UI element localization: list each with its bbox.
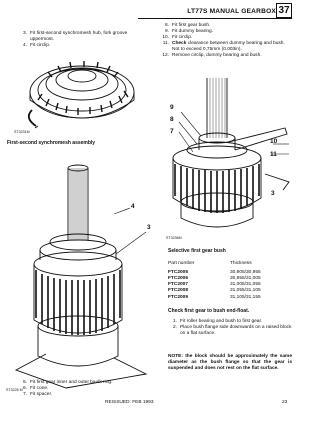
left-top-steps: [18, 31, 138, 49]
step-number: 7.: [22, 392, 27, 397]
step-number: 9.: [164, 29, 169, 34]
dummy-bearing-check-illustration: [165, 78, 295, 243]
first-gear-stack-illustration: [6, 150, 156, 390]
thickness-cell: 31,005/31,055: [230, 282, 261, 288]
bush-header-part: Part number: [168, 260, 195, 266]
figure-3-callout-8: 8: [170, 116, 174, 123]
step-number: 5.: [22, 380, 27, 385]
part-number-cell: FTC2005: [168, 269, 188, 275]
left-bottom-steps: [18, 380, 138, 398]
step-item: [18, 31, 138, 43]
figure-3-reference: ST3236M: [166, 236, 182, 240]
figure-2-callout-3: 3: [147, 224, 151, 231]
bush-table: [168, 260, 261, 300]
thickness-cell: 30,955/31,005: [230, 275, 261, 281]
step-number: 12.: [162, 53, 169, 58]
step-item: [18, 43, 138, 49]
step-text: Place bush flange side downwards on a raised block on a flat surface.: [180, 325, 292, 336]
step-text: Fit roller bearing and bush to first gear.: [180, 319, 263, 324]
step-item: [160, 53, 292, 59]
right-top-steps: [160, 23, 292, 59]
figure-2-callout-4: 4: [131, 203, 135, 210]
thickness-cell: 31,055/31,105: [230, 288, 261, 294]
step-text: Fit first gear inner and outer baulk ring.: [30, 380, 113, 385]
step-text: Fit circlip.: [172, 35, 193, 40]
figure-1-caption: First-second synchromesh assembly: [7, 140, 96, 146]
step-number: 2.: [172, 325, 177, 330]
table-row: [168, 294, 261, 300]
figure-3-callout-9: 9: [170, 104, 174, 111]
figure-1-reference: ST3231M: [14, 130, 30, 134]
part-number-cell: FTC2007: [168, 282, 188, 288]
step-item: [168, 325, 294, 337]
bush-section-title: Selective first gear bush: [168, 248, 226, 254]
step-number: 8.: [164, 23, 169, 28]
endfloat-title: Check first gear to bush end-float.: [168, 308, 250, 314]
step-text: Fit first gear bush.: [172, 23, 211, 28]
figure-3-callout-10: 10: [270, 138, 278, 145]
step-text: Fit cone.: [30, 386, 49, 391]
step-text: [172, 41, 292, 53]
part-number-cell: FTC2009: [168, 294, 188, 300]
figure-2-reference: ST3226 M: [6, 388, 23, 392]
step-item: [18, 392, 138, 398]
step-emphasis: Check: [172, 41, 187, 46]
synchromesh-assembly-illustration: [8, 50, 148, 135]
reissued-date: REISSUED: FEB 1993: [105, 400, 154, 405]
bush-header-thickness: Thickness: [230, 260, 252, 266]
step-number: 4.: [22, 43, 27, 48]
step-number: 10.: [162, 35, 169, 40]
thickness-cell: 31,105/31,155: [230, 294, 261, 300]
section-number-badge: 37: [276, 3, 292, 18]
figure-3-callout-3: 3: [271, 190, 275, 197]
figure-3-callout-11: 11: [270, 151, 277, 158]
step-number: 3.: [22, 31, 27, 36]
endfloat-steps: [168, 319, 294, 337]
step-text: Fit dummy bearing.: [172, 29, 214, 34]
header-rule: [138, 18, 292, 19]
figure-3-callout-7: 7: [170, 128, 174, 135]
note-text: NOTE: the block should be approximately the same diameter as the bush flange so that the gear is suspended and does not rest on the flat surface.: [168, 354, 292, 371]
step-text: Remove circlip, dummy bearing and bush.: [172, 53, 262, 58]
step-text: Fit circlip.: [30, 43, 51, 48]
part-number-cell: FTC2008: [168, 288, 188, 294]
step-text: Fit first-second synchromesh hub, fork groove uppermost.: [30, 31, 128, 42]
page-header-title: LT77S MANUAL GEARBOX: [187, 8, 276, 15]
step-item: [160, 41, 292, 53]
step-text-rest: clearance between dummy bearing and bush. Not to exceed 0,75mm (0.003in).: [172, 41, 285, 52]
step-number: 6.: [22, 386, 27, 391]
thickness-cell: 30,905/30,955: [230, 269, 261, 275]
step-number: 11.: [162, 41, 169, 46]
step-text: Fit spacer.: [30, 392, 53, 397]
bush-table-header: [168, 260, 261, 269]
part-number-cell: FTC2006: [168, 275, 188, 281]
step-number: 1.: [172, 319, 177, 324]
page-number: 23: [282, 400, 288, 405]
